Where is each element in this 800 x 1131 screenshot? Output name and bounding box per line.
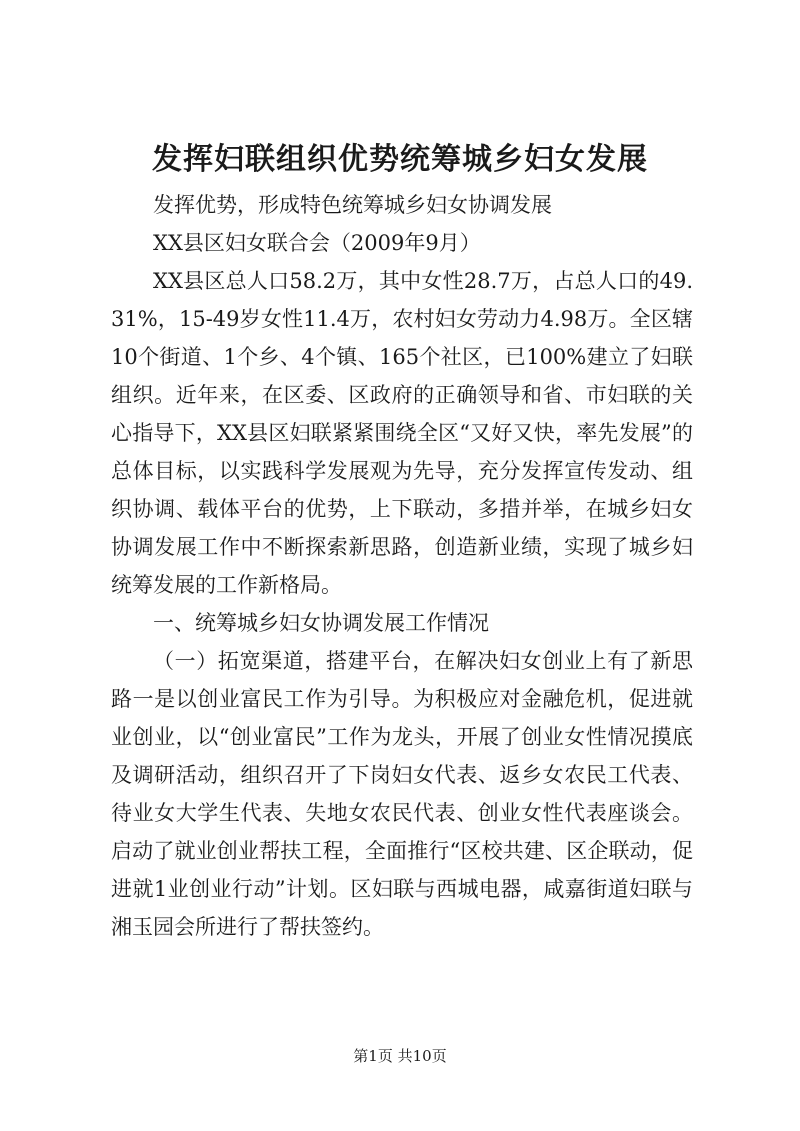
body-paragraph: （一）拓宽渠道，搭建平台，在解决妇女创业上有了新思路一是以创业富民工作为引导。为积极应对金融危机，促进就业创业，以“创业富民”工作为龙头，开展了创业女性情况摸底及调研活动，组织召开了下岗妇女代表、返乡女农民工代表、待业女大学生代表、失地女农民代表、创业女性代表座谈会。启动了就业创业帮扶工程，全面推行“区校共建、区企联动，促进就1业创业行动”计划。区妇联与西城电器，咸嘉街道妇联与湘玉园会所进行了帮扶签约。 xyxy=(111,649,693,939)
author-line: XX县区妇女联合会（2009年9月） xyxy=(153,231,481,255)
body-paragraph: XX县区总人口58.2万，其中女性28.7万，占总人口的49.31%，15-49岁女性11.4万，农村妇女劳动力4.98万。全区辖10个街道、1个乡、4个镇、165个社区，已100%建立了妇联组织。近年来，在区委、区政府的正确领导和省、市妇联的关心指导下，XX县区妇联紧紧围绕全区“又好又快，率先发展”的总体目标，以实践科学发展观为先导，充分发挥宣传发动、组织协调、载体平台的优势，上下联动，多措并举，在城乡妇女协调发展工作中不断探索新思路，创造新业绩，实现了城乡妇统筹发展的工作新格局。 xyxy=(111,269,693,597)
section-heading: 一、统筹城乡妇女协调发展工作情况 xyxy=(153,611,489,635)
document-body xyxy=(111,186,693,946)
page-number-footer: 第1页 共10页 xyxy=(353,1047,447,1065)
subtitle-paragraph: 发挥优势，形成特色统筹城乡妇女协调发展 xyxy=(153,193,552,217)
document-title: 发挥妇联组织优势统筹城乡妇女发展 xyxy=(152,142,648,177)
